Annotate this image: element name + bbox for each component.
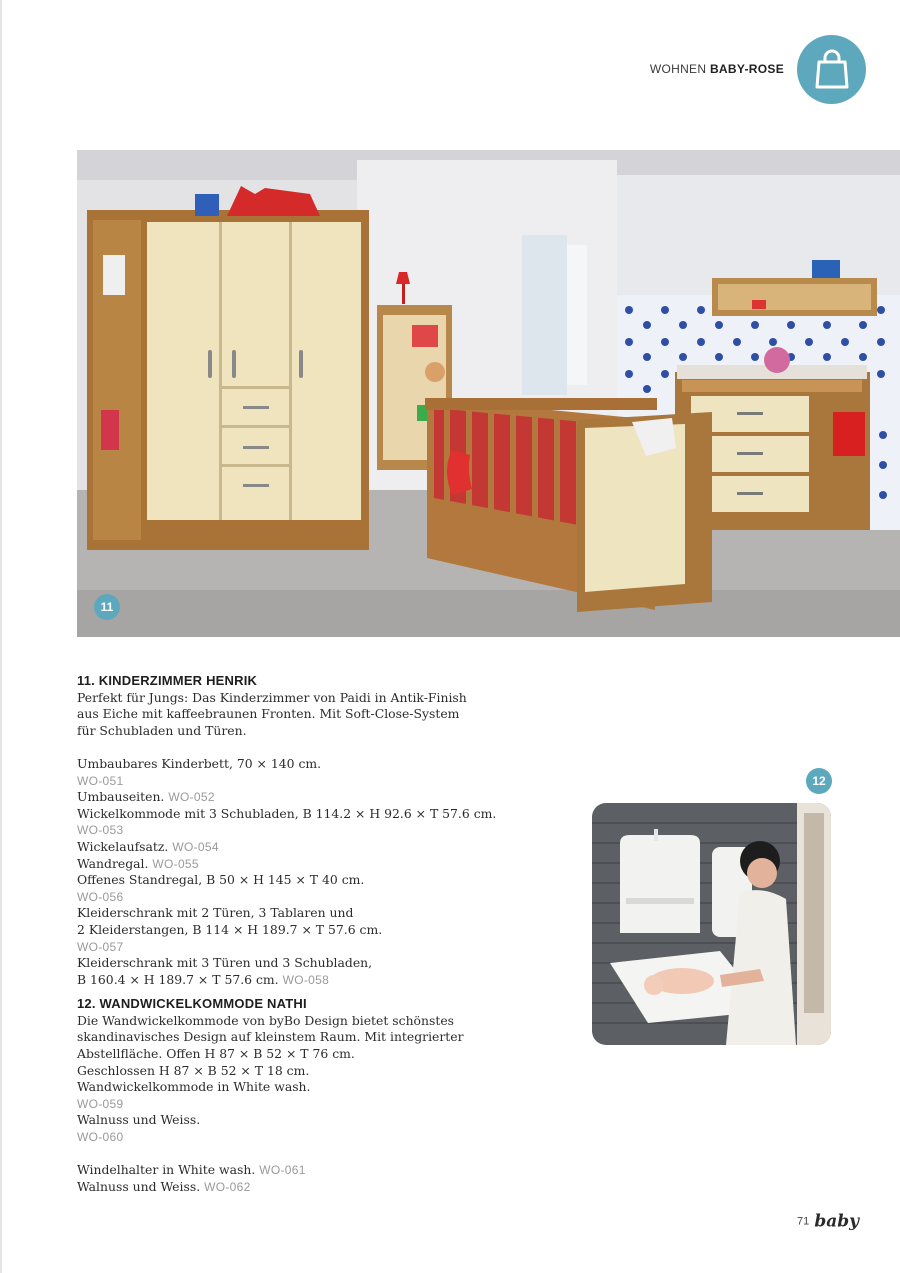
article-code: WO-055 — [152, 856, 199, 871]
article-code: WO-053 — [77, 823, 124, 838]
section-header — [650, 62, 784, 76]
article-code: WO-054 — [172, 839, 219, 854]
body-line — [77, 1112, 457, 1129]
intro-line: Perfekt für Jungs: Das Kinderzimmer von Paidi in Antik-Finish — [77, 689, 467, 705]
body-line — [77, 1013, 457, 1030]
item-text: B 160.4 × H 189.7 × T 57.6 cm. — [77, 971, 279, 987]
body-text: Walnuss und Weiss. — [77, 1112, 201, 1128]
item-text: Kleiderschrank mit 3 Türen und 3 Schubladen, — [77, 955, 373, 971]
article-code: WO-058 — [282, 972, 330, 987]
article-code: WO-057 — [77, 939, 124, 954]
spacer — [77, 739, 457, 756]
body-text: Abstellfläche. Offen H 87 × B 52 × T 76 cm. — [77, 1046, 355, 1062]
item-line — [77, 756, 457, 773]
item-text: Umbauseiten. — [77, 789, 165, 805]
body-line — [77, 1129, 457, 1146]
item-line — [77, 972, 457, 989]
product-description — [77, 673, 497, 1195]
photo-number-badge-12: 12 — [806, 768, 832, 794]
section12-extra — [77, 1162, 457, 1195]
item-text: Wickelkommode mit 3 Schubladen, B 114.2 × H 92.6 × T 57.6 cm. — [77, 805, 497, 821]
article-code: WO-059 — [77, 1096, 124, 1111]
extra-text: Walnuss und Weiss. — [77, 1178, 201, 1194]
body-text: Die Wandwickelkommode von byBo Design bietet schönstes — [77, 1012, 455, 1028]
extra-line — [77, 1179, 457, 1196]
magazine-brand: baby — [814, 1211, 860, 1232]
header-category: BABY-ROSE — [709, 62, 784, 76]
extra-text: Windelhalter in White wash. — [77, 1162, 256, 1178]
section12-body — [77, 1012, 464, 1146]
photo-number-badge-11: 11 — [94, 594, 120, 620]
spacer — [77, 1146, 457, 1163]
shopping-bag-badge[interactable] — [797, 35, 866, 104]
item-line — [77, 822, 457, 839]
body-line — [77, 1063, 457, 1080]
page-number: 71 — [797, 1215, 810, 1228]
section11-intro — [77, 689, 467, 740]
item-line — [77, 856, 457, 873]
article-code: WO-052 — [168, 790, 215, 805]
item-line — [77, 805, 497, 823]
article-code: WO-060 — [77, 1130, 124, 1145]
item-line — [77, 839, 457, 856]
body-line — [77, 1079, 457, 1096]
shopping-bag-icon — [812, 49, 852, 91]
extra-line — [77, 1162, 457, 1179]
item-line — [77, 922, 457, 939]
body-text: Wandwickelkommode in White wash. — [77, 1079, 311, 1095]
changing-table-photo — [592, 803, 831, 1045]
nursery-photo — [77, 150, 900, 637]
body-text: Geschlossen H 87 × B 52 × T 18 cm. — [77, 1062, 310, 1078]
item-line — [77, 872, 457, 889]
item-text: Offenes Standregal, B 50 × H 145 × T 40 cm. — [77, 872, 365, 888]
item-line — [77, 773, 457, 790]
body-line — [77, 1096, 457, 1113]
article-code: WO-062 — [204, 1179, 251, 1194]
item-line — [77, 939, 457, 956]
header-section: WOHNEN — [649, 62, 707, 76]
section11-heading: 11. KINDERZIMMER HENRIK — [77, 673, 258, 688]
item-line — [77, 905, 457, 922]
article-code: WO-056 — [77, 889, 124, 904]
item-text: Wickelaufsatz. — [77, 838, 169, 854]
item-text: 2 Kleiderstangen, B 114 × H 189.7 × T 57.6 cm. — [77, 921, 383, 937]
intro-line: aus Eiche mit kaffeebraunen Fronten. Mit Soft-Close-System — [77, 706, 460, 722]
article-code: WO-051 — [77, 773, 124, 788]
body-line — [77, 1046, 457, 1063]
item-line — [77, 889, 457, 906]
section12-heading: 12. WANDWICKELKOMMODE NATHI — [77, 996, 307, 1012]
item-line — [77, 955, 457, 972]
spacer — [77, 988, 457, 996]
intro-line: für Schubladen und Türen. — [77, 722, 247, 738]
item-line — [77, 789, 457, 806]
article-code: WO-061 — [259, 1163, 306, 1178]
section11-items — [77, 755, 497, 988]
item-text: Kleiderschrank mit 2 Türen, 3 Tablaren und — [77, 905, 354, 921]
item-text: Umbaubares Kinderbett, 70 × 140 cm. — [77, 755, 322, 771]
body-line — [77, 1029, 464, 1046]
body-text: skandinavisches Design auf kleinstem Raum. Mit integrierter — [77, 1029, 464, 1045]
page-footer — [797, 1211, 859, 1232]
page-edge — [0, 0, 2, 1273]
item-text: Wandregal. — [77, 855, 149, 871]
